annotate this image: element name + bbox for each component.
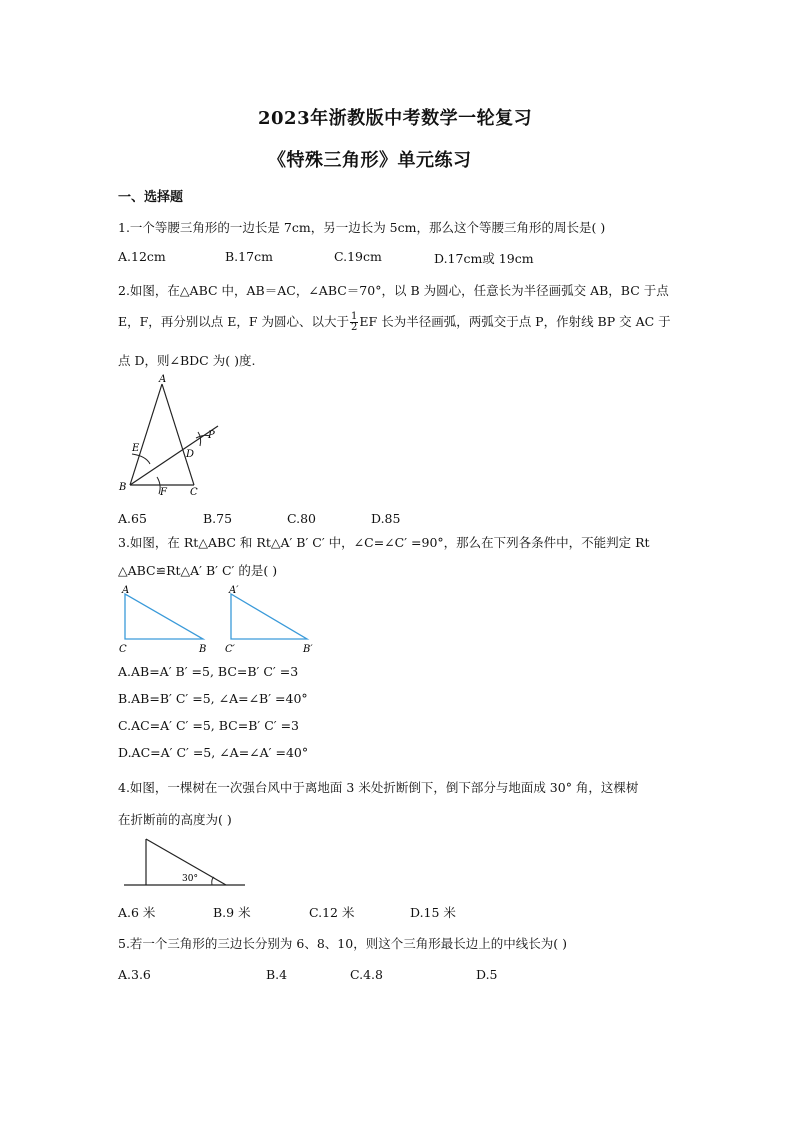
label-a-prime: A′ — [229, 585, 239, 596]
arc-e — [132, 454, 150, 464]
q2-option-d: D.85 — [371, 511, 401, 526]
label-a: A — [159, 374, 167, 385]
q4-option-c: C.12 米 — [309, 905, 355, 920]
q5-option-b: B.4 — [266, 967, 288, 982]
q2-option-b: B.75 — [203, 511, 233, 526]
label-c: C — [190, 487, 198, 498]
q2-line2-end: EF 长为半径画弧，两弧交于点 P，作射线 BP 交 AC 于 — [359, 314, 671, 329]
label-b: B — [199, 644, 207, 654]
document-subtitle: 《特殊三角形》单元练习 — [268, 150, 472, 171]
label-p: P — [208, 430, 215, 441]
question-1-text: 1.一个等腰三角形的一边长是 7cm，另一边长为 5cm，那么这个等腰三角形的周长是( ) — [118, 220, 606, 235]
ray-bp — [130, 426, 218, 485]
question-3-line-2: △ABC≌Rt△A′ B′ C′ 的是( ) — [118, 563, 278, 578]
label-f: F — [160, 487, 167, 498]
q4-option-a: A.6 米 — [118, 905, 156, 920]
document-title: 2023年浙教版中考数学一轮复习 — [258, 108, 533, 129]
triangle-abc — [125, 594, 203, 639]
q5-option-c: C.4.8 — [350, 967, 383, 982]
label-d: D — [186, 449, 195, 460]
q1-option-c: C.19cm — [334, 249, 382, 264]
q2-option-a: A.65 — [118, 511, 147, 526]
broken-tree-figure — [120, 834, 250, 890]
label-b-prime: B′ — [303, 644, 313, 654]
q1-option-b: B.17cm — [225, 249, 273, 264]
question-2-line-1: 2.如图，在△ABC 中，AB＝AC，∠ABC＝70°，以 B 为圆心，任意长为半径画弧交 AB，BC 于点 — [118, 283, 669, 298]
q1-option-d: D.17cm或 19cm — [434, 251, 534, 266]
q5-option-a: A.3.6 — [118, 967, 151, 982]
q2-line2-start: E，F，再分别以点 E，F 为圆心、以大于 — [118, 314, 350, 329]
question-2-line-3: 点 D，则∠BDC 为( )度. — [118, 353, 256, 368]
question-4-line-2: 在折断前的高度为( ) — [118, 812, 232, 827]
question-2-line-2 — [118, 312, 671, 333]
two-right-triangles-figure — [114, 582, 324, 654]
q3-option-d: D.AC=A′ C′ =5, ∠A=∠A′ =40° — [118, 745, 309, 760]
q3-option-b: B.AB=B′ C′ =5, ∠A=∠B′ =40° — [118, 691, 308, 706]
angle-label: 30° — [182, 874, 198, 884]
q1-option-a: A.12cm — [118, 249, 166, 264]
q5-option-d: D.5 — [476, 967, 498, 982]
fraction-denominator: 2 — [351, 322, 358, 333]
label-e: E — [132, 443, 140, 454]
fraction-one-half — [350, 312, 358, 333]
q3-option-c: C.AC=A′ C′ =5, BC=B′ C′ =3 — [118, 718, 299, 733]
q2-option-c: C.80 — [287, 511, 316, 526]
label-a: A — [122, 585, 130, 596]
q4-option-d: D.15 米 — [410, 905, 456, 920]
side-ac — [162, 384, 194, 485]
label-c-prime: C′ — [225, 644, 235, 654]
question-3-line-1: 3.如图，在 Rt△ABC 和 Rt△A′ B′ C′ 中，∠C=∠C′ =90°，那么在下列各条件中，不能判定 Rt — [118, 535, 650, 550]
section-heading: 一、选择题 — [118, 190, 184, 205]
question-5-text: 5.若一个三角形的三边长分别为 6、8、10，则这个三角形最长边上的中线长为( ) — [118, 936, 567, 951]
q3-option-a: A.AB=A′ B′ =5, BC=B′ C′ =3 — [118, 664, 299, 679]
side-ab — [130, 384, 162, 485]
fraction-numerator: 1 — [351, 311, 358, 322]
triangle-bisector-figure — [110, 372, 230, 502]
label-c: C — [119, 644, 127, 654]
triangle-abc-prime — [231, 594, 307, 639]
question-4-line-1: 4.如图，一棵树在一次强台风中于离地面 3 米处折断倒下，倒下部分与地面成 30° 角，这棵树 — [118, 780, 639, 795]
label-b: B — [119, 482, 127, 493]
q4-option-b: B.9 米 — [213, 905, 251, 920]
